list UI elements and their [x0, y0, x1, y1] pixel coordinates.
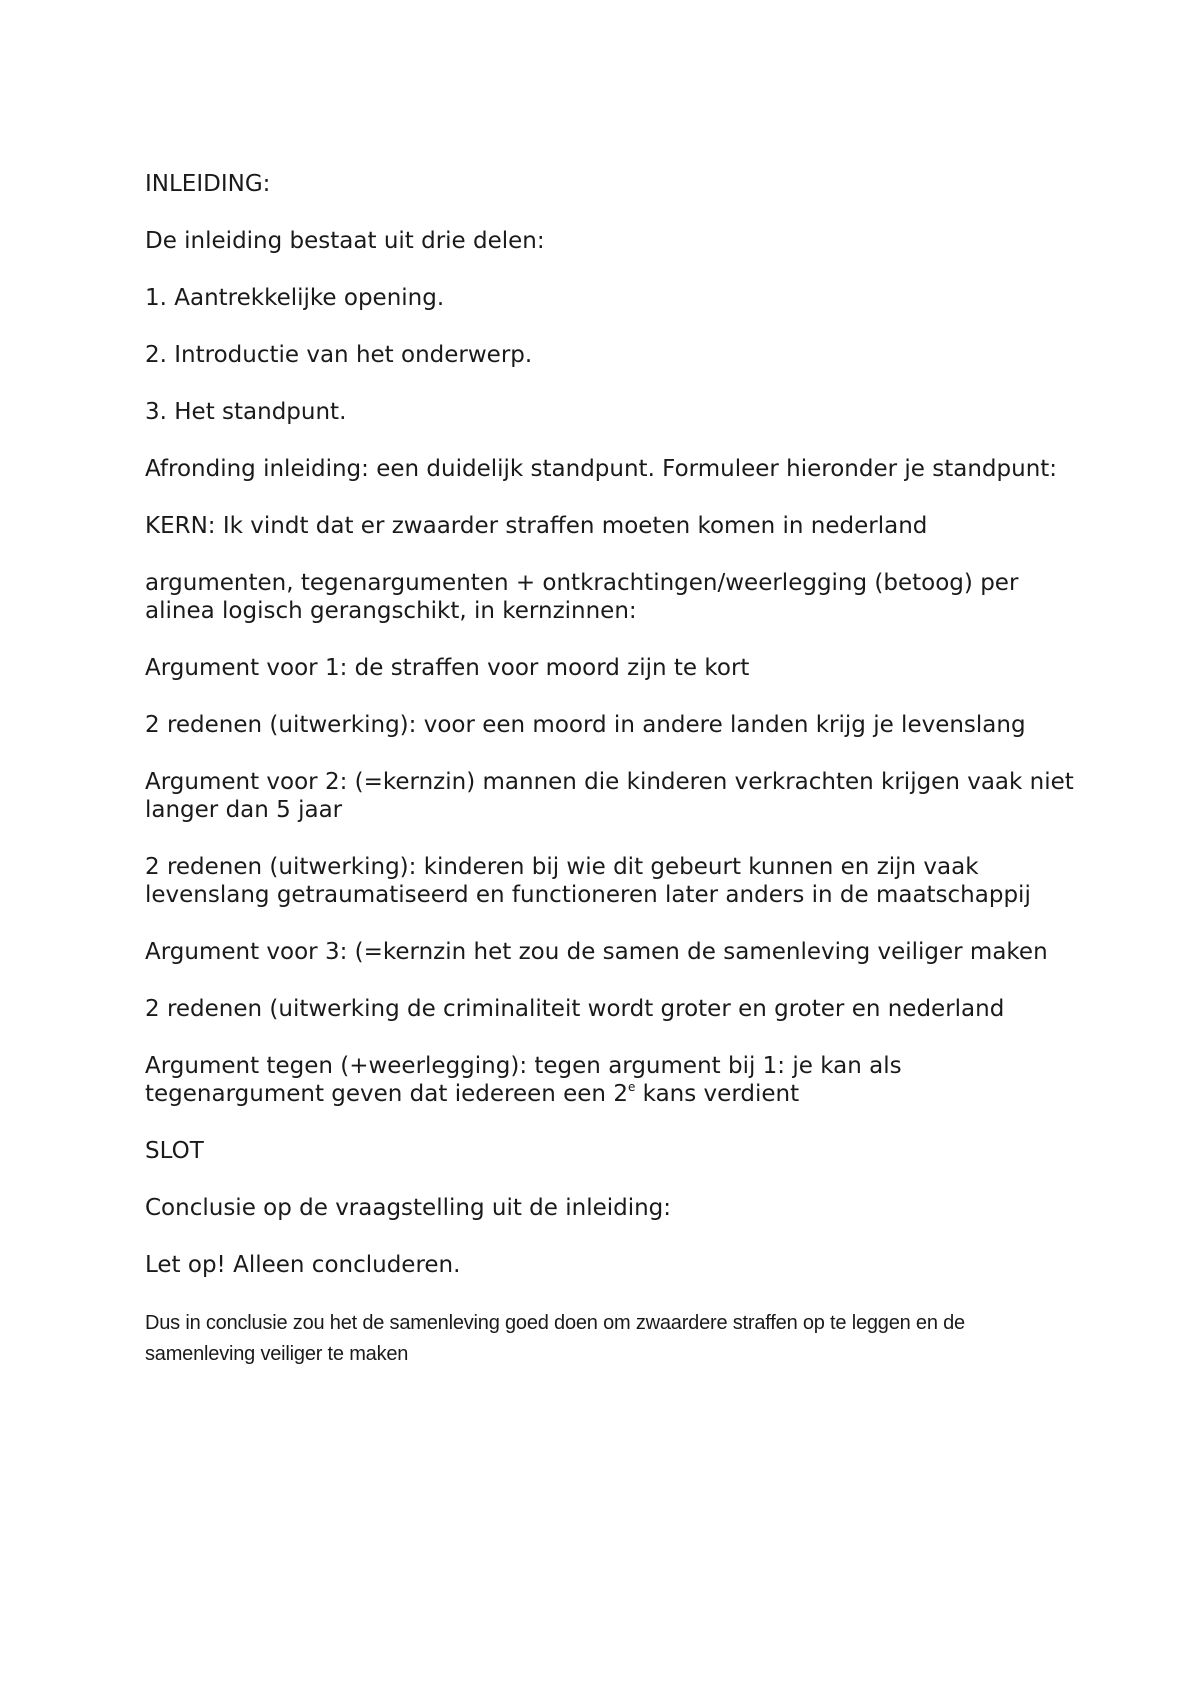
redenen-1: 2 redenen (uitwerking): voor een moord in andere landen krijg je levenslang — [145, 712, 1026, 738]
ordinal-superscript: e — [627, 1080, 636, 1094]
argument-tegen — [145, 1052, 1075, 1108]
let-op-note: Let op! Alleen concluderen. — [145, 1252, 461, 1278]
argument-tegen-suffix: kans verdient — [635, 1081, 800, 1107]
heading-slot: SLOT — [145, 1138, 204, 1164]
list-item-3: 3. Het standpunt. — [145, 399, 347, 425]
heading-inleiding: INLEIDING: — [145, 171, 271, 197]
argument-voor-2: Argument voor 2: (=kernzin) mannen die kinderen verkrachten krijgen vaak niet langer dan 5 jaar — [145, 769, 1074, 823]
argument-voor-3: Argument voor 3: (=kernzin het zou de samen de samenleving veiliger maken — [145, 939, 1048, 965]
afronding-paragraph: Afronding inleiding: een duidelijk standpunt. Formuleer hieronder je standpunt: — [145, 456, 1058, 482]
intro-line: De inleiding bestaat uit drie delen: — [145, 228, 545, 254]
redenen-3: 2 redenen (uitwerking de criminaliteit wordt groter en groter en nederland — [145, 996, 1005, 1022]
kern-paragraph: KERN: Ik vindt dat er zwaarder straffen moeten komen in nederland — [145, 513, 928, 539]
redenen-2: 2 redenen (uitwerking): kinderen bij wie dit gebeurt kunnen en zijn vaak levenslang getraumatiseerd en functioneren later anders in de maatschappij — [145, 854, 1031, 908]
document-body — [145, 170, 1075, 1399]
argument-tegen-text: Argument tegen (+weerlegging): tegen argument bij 1: je kan als tegenargument geven dat iedereen een 2 — [145, 1053, 902, 1107]
list-item-1: 1. Aantrekkelijke opening. — [145, 285, 445, 311]
argumenten-intro: argumenten, tegenargumenten + ontkrachtingen/weerlegging (betoog) per alinea logisch gerangschikt, in kernzinnen: — [145, 570, 1019, 624]
argument-voor-1: Argument voor 1: de straffen voor moord zijn te kort — [145, 655, 750, 681]
conclusie-prompt: Conclusie op de vraagstelling uit de inleiding: — [145, 1195, 672, 1221]
closing-paragraph: Dus in conclusie zou het de samenleving goed doen om zwaardere straffen op te leggen en de samenleving veiliger te maken — [145, 1312, 965, 1365]
list-item-2: 2. Introductie van het onderwerp. — [145, 342, 533, 368]
